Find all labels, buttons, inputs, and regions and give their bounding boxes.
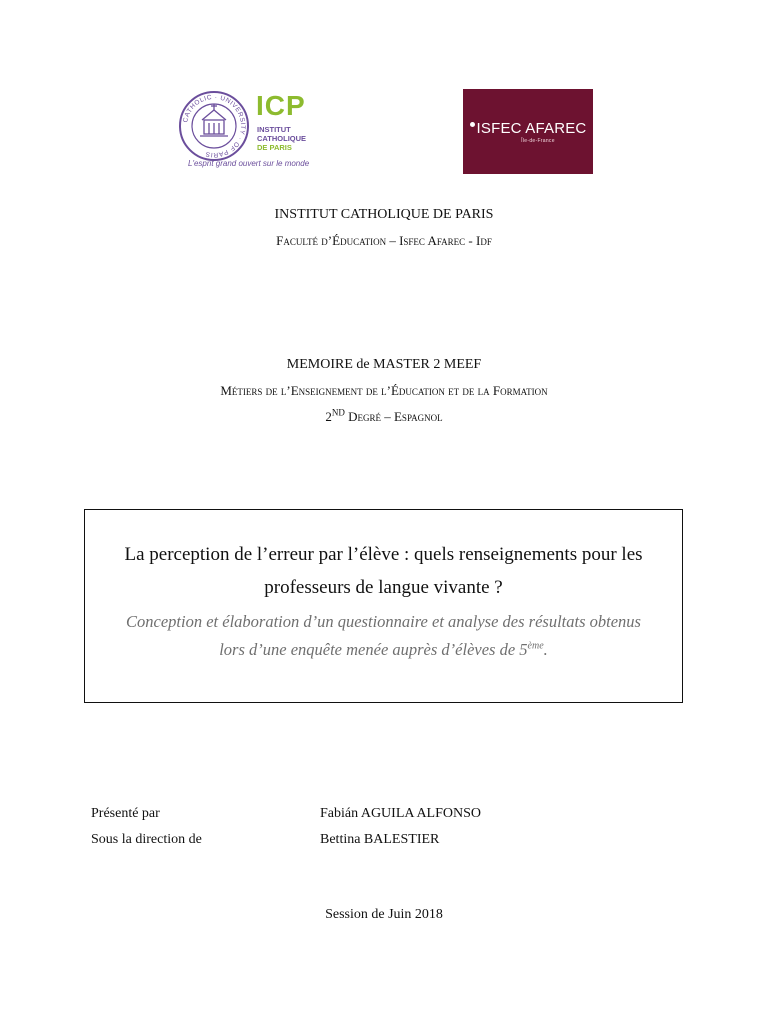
icp-seal-text: CATHOLIC · UNIVERSITY · OF PARIS <box>182 93 247 159</box>
icp-name-line: INSTITUT <box>257 125 291 134</box>
degree-level-number: 2 <box>325 409 332 424</box>
icp-name-line: CATHOLIQUE <box>257 134 307 143</box>
thesis-title-line: La perception de l’erreur par l’élève : quels renseignements pour les <box>124 544 643 565</box>
thesis-subtitle-line: Conception et élaboration d’un questionnaire et analyse des résultats obtenus <box>126 612 641 631</box>
isfec-wordmark: ISFEC AFAREC <box>476 119 587 137</box>
isfec-afarec-logo <box>463 89 593 174</box>
supervisor-label: Sous la direction de <box>91 832 202 847</box>
faculty-line: Faculté d’Éducation – Isfec Afarec - Idf <box>276 233 492 248</box>
thesis-subtitle-end: . <box>543 640 548 659</box>
icp-tagline: L'esprit grand ouvert sur le monde <box>188 159 310 168</box>
icp-name-line: DE PARIS <box>257 143 292 152</box>
session-date: Session de Juin 2018 <box>325 907 443 922</box>
thesis-subtitle-text: lors d’une enquête menée auprès d’élèves de 5 <box>219 640 528 659</box>
degree-level-line <box>0 409 768 425</box>
isfec-wordmark-row <box>470 120 587 137</box>
degree-level-suffix: ND <box>331 407 345 418</box>
degree-level-subject: Degré – Espagnol <box>348 409 443 424</box>
thesis-title-line: professeurs de langue vivante ? <box>264 577 503 598</box>
institution-name: INSTITUT CATHOLIQUE DE PARIS <box>274 207 494 222</box>
author-name: Fabián AGUILA ALFONSO <box>320 806 482 821</box>
metiers-line: Métiers de l’Enseignement de l’Éducation et de la Formation <box>220 383 548 398</box>
presented-by-label: Présenté par <box>91 806 160 821</box>
thesis-subtitle-line <box>85 636 682 664</box>
thesis-title-box <box>84 509 683 703</box>
icp-institute-name <box>257 125 327 152</box>
supervisor-name: Bettina BALESTIER <box>320 832 440 847</box>
icp-seal-icon <box>178 90 250 162</box>
isfec-dot-icon <box>470 122 475 127</box>
icp-logo <box>176 88 316 174</box>
thesis-subtitle-superscript: ème <box>527 640 544 652</box>
memoire-title: MEMOIRE de MASTER 2 MEEF <box>286 357 482 372</box>
icp-wordmark: ICP <box>256 90 306 121</box>
thesis-title <box>85 538 682 604</box>
thesis-subtitle <box>85 608 682 664</box>
isfec-region: Île-de-France <box>521 137 555 144</box>
